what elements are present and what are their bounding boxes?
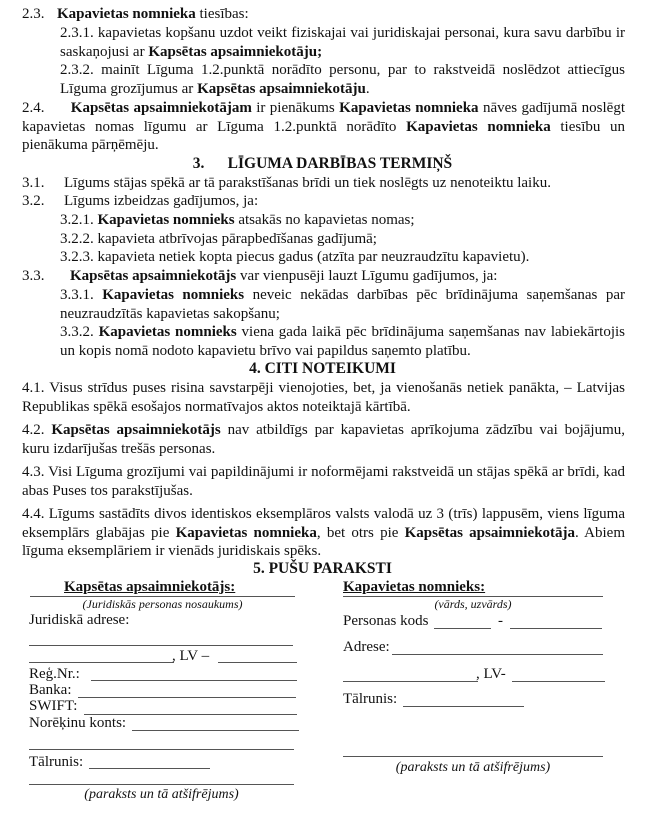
text-segment: 2.4.: [22, 100, 71, 116]
text-segment: neveic nekādas darbības pēc brīdinājuma saņemšanas par neuzraudzītās kapavietas sakopšanu;: [60, 287, 625, 322]
section-heading-3: 3. LĪGUMA DARBĪBAS TERMIŅŠ: [192, 155, 453, 172]
party-name-bold: Kapsētas apsaimniekotājs: [51, 422, 221, 438]
right-lv-label: , LV-: [476, 666, 506, 682]
party-name-bold: Kapsētas apsaimniekotāju;: [148, 43, 323, 60]
right-address-label: Adrese:: [343, 639, 390, 655]
left-city-line[interactable]: [29, 662, 174, 663]
right-id-separator: -: [498, 613, 503, 629]
text-segment: atsakās no kapavietas nomas;: [234, 212, 415, 228]
party-name-bold: Kapsētas apsaimniekotāju: [197, 80, 366, 97]
clause-2-3: [22, 5, 249, 24]
text-segment: 3.2.1.: [60, 212, 98, 228]
left-postcode-line[interactable]: [218, 662, 297, 663]
left-bank-label: Banka:: [29, 682, 72, 698]
left-address-label: Juridiskā adrese:: [29, 612, 130, 628]
party-name-bold: Kapavietas nomnieks: [102, 287, 245, 303]
party-name-bold: Kapavietas nomnieks: [98, 324, 237, 340]
text-segment: 4.3. Visi Līguma grozījumi vai papildinājumi ir noformējami rakstveidā un stājas spēkā ar brīdi, kad abas Puses tos parakstījušas.: [22, 464, 625, 499]
text-segment: 4.2.: [22, 422, 52, 438]
clause-4-3: [22, 463, 625, 500]
right-city-line[interactable]: [343, 681, 478, 682]
left-signature-caption: (paraksts un tā atšifrējums): [84, 787, 239, 802]
text-segment: tiesību un pienākuma pārņēmēju.: [22, 118, 629, 154]
text-segment: nāves gadījumā noslēgt kapavietas nomas līgumu ar Līguma 1.2.punktā norādīto: [22, 100, 629, 135]
left-party-title: Kapsētas apsaimniekotājs:: [64, 579, 236, 595]
right-address-line[interactable]: [392, 654, 603, 655]
clause-number: 3.1.: [22, 175, 45, 191]
left-phone-line[interactable]: [89, 768, 210, 769]
clause-number: 3.2.: [22, 193, 45, 209]
clause-2-3-2: [60, 61, 625, 98]
left-account-line-2[interactable]: [29, 749, 294, 750]
clause-3-2: [22, 192, 258, 211]
clause-2-3-1: [60, 24, 625, 61]
right-id-line-2[interactable]: [510, 628, 602, 629]
party-name-bold: Kapavietas nomnieka: [175, 524, 317, 541]
party-name-bold: Kapavietas nomnieka: [57, 6, 196, 22]
text-segment: 4.4. Līgums sastādīts divos identiskos eksemplāros valsts valodā uz 3 (trīs) lappusēm, viens līguma eksemplārs glabājas pie: [22, 506, 625, 541]
text-segment: tiesības:: [195, 6, 249, 22]
party-name-bold: Kapavietas nomnieks: [97, 212, 235, 228]
right-party-title: Kapavietas nomnieks:: [343, 579, 486, 595]
right-signature-line[interactable]: [343, 756, 603, 757]
left-lv-label: , LV –: [172, 648, 210, 664]
text-segment: 3.3.1.: [60, 287, 103, 303]
clause-text: Līgums stājas spēkā ar tā parakstīšanas brīdi un tiek noslēgts uz nenoteiktu laiku.: [64, 175, 551, 191]
text-segment: ir pienākums: [251, 100, 340, 116]
text-segment: nav atbildīgs par kapavietas aprīkojuma zādzību vai bojājumu, kuru izdarījušas trešās personas.: [22, 422, 626, 457]
clause-3-2-2: 3.2.2. kapavieta atbrīvojas pārapbedīšanas gadījumā;: [60, 231, 377, 247]
party-name-bold: Kapavietas nomnieka: [406, 118, 551, 135]
party-name-bold: Kapavietas nomnieka: [339, 100, 479, 116]
clause-text: Līgums izbeidzas gadījumos, ja:: [64, 193, 259, 209]
section-heading-4: 4. CITI NOTEIKUMI: [249, 360, 396, 377]
right-phone-line[interactable]: [403, 706, 524, 707]
text-segment: 3.3.2.: [60, 324, 99, 340]
clause-number: 2.3.: [22, 6, 45, 22]
clause-3-2-3: 3.2.3. kapavieta netiek kopta piecus gadus (atzīta par neuzraudzītu kapavietu).: [60, 249, 530, 265]
clause-4-1: [22, 379, 625, 416]
text-segment: 2.3.2. mainīt Līguma 1.2.punktā norādīto personu, par to rakstveidā noslēdzot attiecīgus Līguma grozījumus ar: [60, 62, 625, 97]
party-name-bold: Kapsētas apsaimniekotāja: [404, 524, 576, 541]
text-segment: , bet otrs pie: [316, 524, 405, 541]
left-address-line[interactable]: [29, 645, 293, 646]
right-signature-caption: (paraksts un tā atšifrējums): [395, 760, 551, 775]
text-segment: 4.1. Visus strīdus puses risina savstarpēji vienojoties, bet, ja vienošanās netiek panākta, – Latvijas Republikas spēkā esošajos normatīvajos aktos noteiktajā kārtībā.: [22, 380, 625, 415]
clause-3-3: [22, 267, 497, 286]
clause-3-3-1: [60, 286, 625, 323]
left-swift-label: SWIFT:: [29, 698, 78, 714]
right-name-caption: (vārds, uzvārds): [434, 597, 512, 611]
clause-4-4: [22, 505, 625, 561]
section-heading-5: 5. PUŠU PARAKSTI: [253, 560, 392, 577]
clause-number: 3.3.: [22, 268, 45, 284]
left-reg-line[interactable]: [91, 680, 297, 681]
text-segment: .: [365, 80, 370, 97]
right-id-line-1[interactable]: [434, 628, 491, 629]
right-id-label: Personas kods: [343, 613, 429, 629]
left-account-line[interactable]: [132, 730, 299, 731]
text-segment: . Abiem līguma eksemplāriem ir vienāds juridiskais spēks.: [22, 524, 625, 560]
left-account-label: Norēķinu konts:: [29, 715, 127, 731]
left-bank-line[interactable]: [78, 697, 296, 698]
left-reg-label: Reģ.Nr.:: [29, 666, 80, 682]
left-name-caption: (Juridiskās personas nosaukums): [82, 597, 243, 611]
clause-3-1: [22, 174, 551, 193]
left-signature-line[interactable]: [29, 784, 294, 785]
party-name-bold: Kapsētas apsaimniekotājs: [70, 268, 237, 284]
left-phone-label: Tālrunis:: [29, 754, 84, 770]
clause-3-3-2: [60, 323, 625, 360]
clause-2-4: [22, 99, 629, 155]
text-segment: 2.3.1. kapavietas kopšanu uzdot veikt fiziskajai vai juridiskajai personai, kura savu darbību ir saskaņojusi ar: [60, 25, 625, 60]
clause-3-2-1: [60, 211, 415, 230]
party-name-bold: Kapsētas apsaimniekotājam: [70, 100, 252, 116]
text-segment: var vienpusēji lauzt Līgumu gadījumos, ja:: [236, 268, 498, 284]
right-phone-label: Tālrunis:: [343, 691, 398, 707]
text-segment: viena gada laikā pēc brīdinājuma saņemšanas nav labiekārtojis un kopis nomā nodoto kapavietu brīvo vai papildus saņemto platību.: [60, 324, 625, 359]
right-postcode-line[interactable]: [512, 681, 605, 682]
clause-4-2: [22, 421, 625, 458]
